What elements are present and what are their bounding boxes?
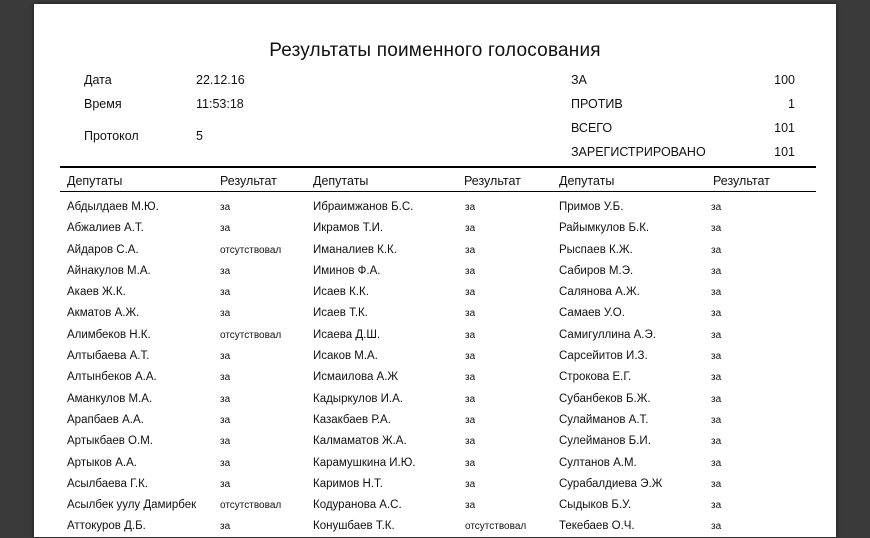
deputy-name: Исмаилова А.Ж <box>313 371 399 384</box>
deputy-name: Асылбаева Г.К. <box>67 477 148 490</box>
date-label: Дата <box>84 73 112 87</box>
vote-result: за <box>711 223 722 235</box>
vote-result: за <box>465 202 476 213</box>
deputy-name: Казакбаев Р.А. <box>313 413 391 426</box>
vote-result: за <box>220 351 231 363</box>
table-row <box>34 218 836 239</box>
summary-total-value: 101 <box>774 121 795 135</box>
vote-result: за <box>711 414 722 426</box>
deputy-name: Сыдыков Б.У. <box>559 499 632 512</box>
vote-result: за <box>465 478 476 490</box>
vote-result: за <box>711 202 722 213</box>
deputy-name: Исаев К.К. <box>313 286 369 299</box>
deputy-name: Арапбаев А.А. <box>67 413 144 426</box>
document-page <box>34 4 836 537</box>
deputy-name: Абдылдаев М.Ю. <box>67 201 159 213</box>
vote-result: за <box>220 202 231 213</box>
deputy-name: Аманкулов М.А. <box>67 392 153 405</box>
summary-against-value: 1 <box>788 97 795 111</box>
vote-result: за <box>465 223 476 235</box>
vote-result: за <box>711 351 722 363</box>
deputy-name: Айдаров С.А. <box>67 243 139 256</box>
vote-result: за <box>711 372 722 384</box>
vote-result: за <box>711 393 722 405</box>
table-row <box>34 431 836 452</box>
deputy-name: Акаев Ж.К. <box>67 286 126 299</box>
deputy-name: Алтыбаева А.Т. <box>67 350 150 363</box>
vote-result: за <box>220 414 231 426</box>
table-row <box>34 410 836 431</box>
deputy-name: Конушбаев Т.К. <box>313 520 395 533</box>
deputy-name: Текебаев О.Ч. <box>559 520 635 533</box>
deputy-name: Рыспаев К.Ж. <box>559 243 633 256</box>
column-header-deputies-3: Депутаты <box>559 174 615 188</box>
deputy-name: Строкова Е.Г. <box>559 371 632 384</box>
vote-result: за <box>465 287 476 299</box>
vote-result: за <box>711 287 722 299</box>
column-header-result-3: Результат <box>713 174 770 188</box>
deputy-name: Сурабалдиева Э.Ж <box>559 477 663 490</box>
deputy-name: Алтынбеков А.А. <box>67 371 157 384</box>
table-row <box>34 495 836 516</box>
vote-result: за <box>220 393 231 405</box>
deputy-name: Карамушкина И.Ю. <box>313 456 416 469</box>
table-row <box>34 367 836 388</box>
vote-result: за <box>711 521 722 533</box>
vote-result: за <box>711 457 722 469</box>
time-label: Время <box>84 97 122 111</box>
deputy-name: Ибраимжанов Б.С. <box>313 201 414 213</box>
vote-result: за <box>711 329 722 341</box>
vote-result: за <box>465 436 476 448</box>
summary-registered-label: ЗАРЕГИСТРИРОВАНО <box>571 145 706 159</box>
deputy-name: Иманалиев К.К. <box>313 243 397 256</box>
deputy-name: Иминов Ф.А. <box>313 264 381 277</box>
vote-result: за <box>220 436 231 448</box>
deputy-name: Айнакулов М.А. <box>67 264 151 277</box>
vote-result: отсутствовал <box>220 244 282 256</box>
vote-result: за <box>465 500 476 512</box>
column-header-result-2: Результат <box>464 174 521 188</box>
column-header-deputies-1: Депутаты <box>67 174 123 188</box>
vote-result: за <box>711 478 722 490</box>
summary-total-label: ВСЕГО <box>571 121 613 135</box>
column-header-result-1: Результат <box>220 174 277 188</box>
table-row <box>34 282 836 303</box>
table-row <box>34 197 836 218</box>
date-value: 22.12.16 <box>196 73 245 87</box>
deputy-name: Алимбеков Н.К. <box>67 328 151 341</box>
deputy-name: Сулайманов А.Т. <box>559 413 649 426</box>
deputy-name: Калмаматов Ж.А. <box>313 435 407 448</box>
vote-result: за <box>220 308 231 320</box>
vote-result: за <box>711 265 722 277</box>
deputy-name: Самаев У.О. <box>559 307 625 320</box>
deputy-name: Аттокуров Д.Б. <box>67 520 146 533</box>
deputy-name: Райымкулов Б.К. <box>559 222 650 235</box>
deputy-name: Примов У.Б. <box>559 201 624 213</box>
vote-result: за <box>465 265 476 277</box>
summary-for-label: ЗА <box>571 73 587 87</box>
deputy-name: Исаев Т.К. <box>313 307 368 320</box>
vote-result: за <box>465 244 476 256</box>
summary-for-value: 100 <box>774 73 795 87</box>
table-row <box>34 325 836 346</box>
table-row <box>34 346 836 367</box>
time-value: 11:53:18 <box>196 97 244 111</box>
vote-result: за <box>711 244 722 256</box>
deputy-name: Сулейманов Б.И. <box>559 435 651 448</box>
vote-result: за <box>220 457 231 469</box>
deputy-name: Субанбеков Б.Ж. <box>559 392 651 405</box>
vote-result: за <box>465 329 476 341</box>
vote-result: за <box>220 287 231 299</box>
table-row <box>34 303 836 324</box>
deputy-name: Сабиров М.Э. <box>559 264 634 277</box>
deputy-name: Султанов А.М. <box>559 456 637 469</box>
header-top-rule <box>60 166 816 168</box>
table-row <box>34 516 836 537</box>
deputy-name: Кадыркулов И.А. <box>313 392 403 405</box>
vote-result: за <box>465 414 476 426</box>
vote-result: за <box>711 436 722 448</box>
vote-result: отсутствовал <box>465 521 527 533</box>
protocol-label: Протокол <box>84 129 139 143</box>
vote-result: за <box>465 393 476 405</box>
summary-against-label: ПРОТИВ <box>571 97 623 111</box>
deputy-name: Акматов А.Ж. <box>67 307 140 320</box>
deputy-name: Самигуллина А.Э. <box>559 328 656 341</box>
protocol-value: 5 <box>196 129 203 143</box>
deputy-name: Артыков А.А. <box>67 456 137 469</box>
vote-result: за <box>465 351 476 363</box>
vote-result: за <box>220 372 231 384</box>
summary-registered-value: 101 <box>774 145 795 159</box>
column-header-deputies-2: Депутаты <box>313 174 369 188</box>
deputy-name: Икрамов Т.И. <box>313 222 384 235</box>
deputy-name: Каримов Н.Т. <box>313 477 383 490</box>
table-row <box>34 453 836 474</box>
table-row <box>34 474 836 495</box>
deputy-name: Исаева Д.Ш. <box>313 328 381 341</box>
vote-result: за <box>220 265 231 277</box>
vote-result: отсутствовал <box>220 329 282 341</box>
header-bottom-rule <box>60 191 816 192</box>
vote-result: за <box>220 521 231 533</box>
deputy-name: Салянова А.Ж. <box>559 286 640 299</box>
vote-result: за <box>711 500 722 512</box>
vote-result: за <box>465 308 476 320</box>
deputy-name: Абжалиев А.Т. <box>67 222 144 235</box>
vote-result: за <box>465 372 476 384</box>
vote-result: за <box>220 478 231 490</box>
vote-result: за <box>465 457 476 469</box>
voting-table <box>34 197 836 538</box>
deputy-name: Артыкбаев О.М. <box>67 435 153 448</box>
table-row <box>34 389 836 410</box>
vote-result: за <box>220 223 231 235</box>
table-row <box>34 240 836 261</box>
deputy-name: Кодуранова А.С. <box>313 499 402 512</box>
table-row <box>34 261 836 282</box>
deputy-name: Исаков М.А. <box>313 350 378 363</box>
vote-result: отсутствовал <box>220 500 282 512</box>
deputy-name: Асылбек уулу Дамирбек <box>67 499 197 512</box>
vote-result: за <box>711 308 722 320</box>
deputy-name: Сарсейитов И.З. <box>559 350 648 363</box>
page-title: Результаты поименного голосования <box>269 40 601 61</box>
